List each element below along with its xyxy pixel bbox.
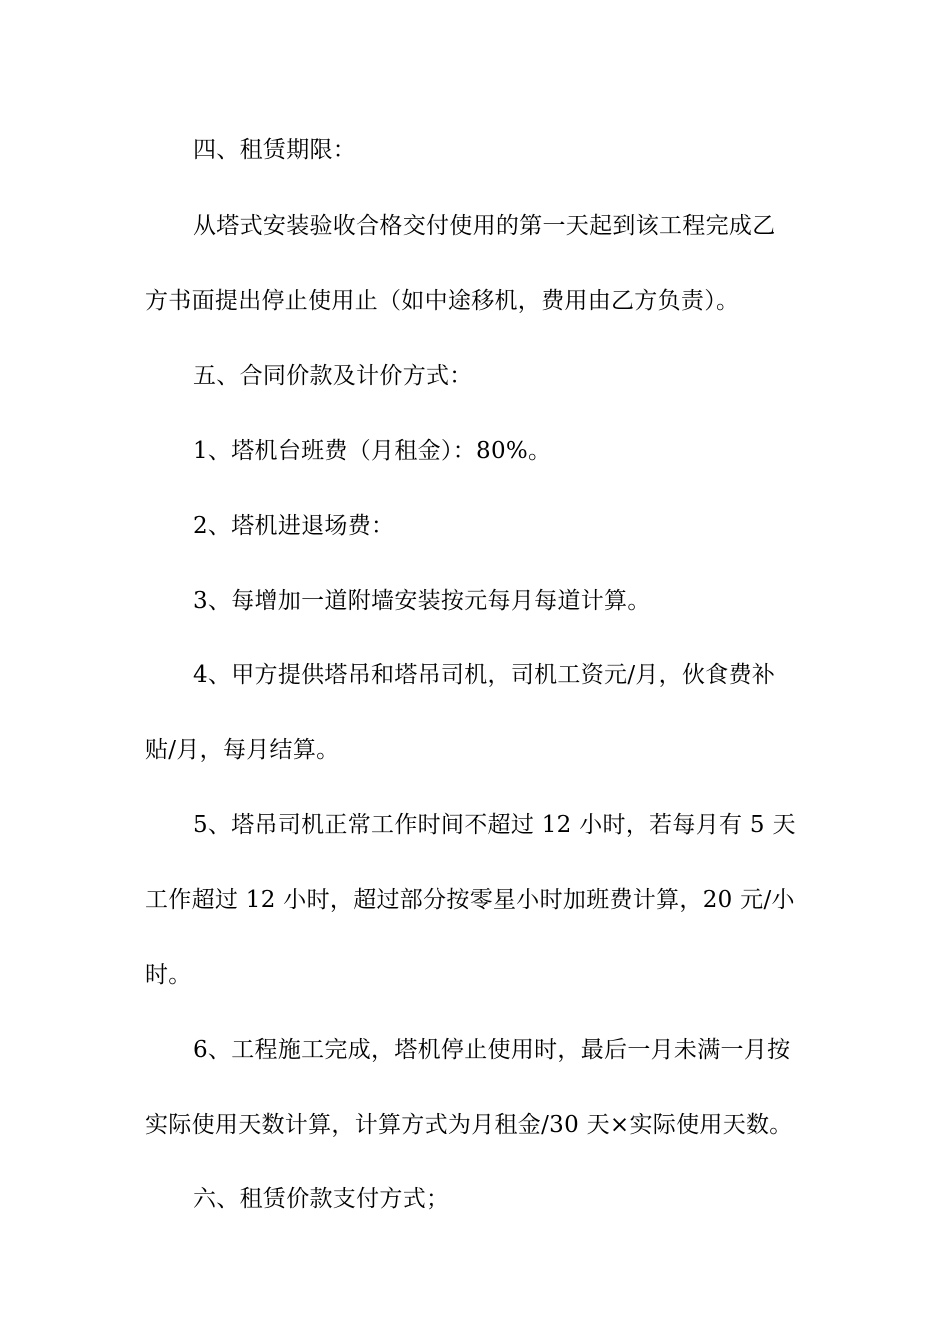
section-heading-payment-method: 六、租赁价款支付方式； bbox=[193, 1186, 450, 1212]
paragraph-line: 工作超过 12 小时，超过部分按零星小时加班费计算，20 元/小 bbox=[145, 887, 795, 913]
section-heading-contract-price: 五、合同价款及计价方式： bbox=[193, 363, 473, 389]
list-item: 5、塔吊司机正常工作时间不超过 12 小时，若每月有 5 天 bbox=[193, 812, 796, 838]
section-heading-lease-term: 四、租赁期限： bbox=[193, 137, 357, 163]
paragraph-line: 从塔式安装验收合格交付使用的第一天起到该工程完成乙 bbox=[193, 213, 776, 239]
list-item: 2、塔机进退场费： bbox=[193, 513, 395, 539]
list-item: 6、工程施工完成，塔机停止使用时，最后一月未满一月按 bbox=[193, 1037, 791, 1063]
list-item: 1、塔机台班费（月租金）：80%。 bbox=[193, 438, 552, 464]
paragraph-line: 方书面提出停止使用止（如中途移机，费用由乙方负责）。 bbox=[145, 288, 740, 314]
list-item: 4、甲方提供塔吊和塔吊司机，司机工资元/月，伙食费补 bbox=[193, 662, 776, 688]
list-item: 3、每增加一道附墙安装按元每月每道计算。 bbox=[193, 588, 651, 614]
paragraph-line: 实际使用天数计算，计算方式为月租金/30 天×实际使用天数。 bbox=[145, 1112, 793, 1138]
paragraph-line: 贴/月，每月结算。 bbox=[145, 737, 340, 763]
paragraph-line: 时。 bbox=[145, 962, 192, 988]
